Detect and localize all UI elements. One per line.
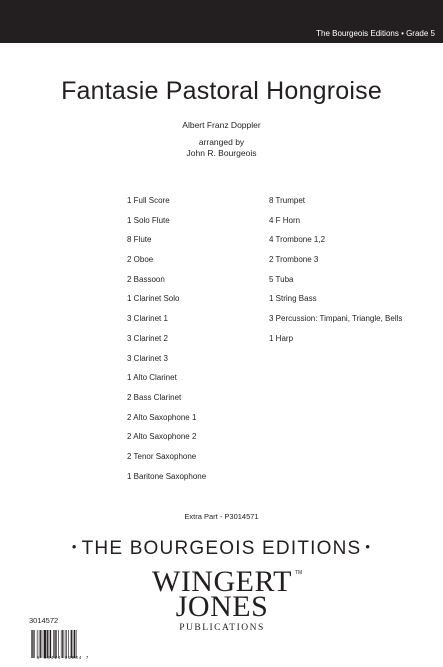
part-item: 8 Trumpet bbox=[269, 196, 306, 205]
header-bar bbox=[0, 0, 443, 43]
part-item: 4 Trombone 1,2 bbox=[269, 235, 326, 245]
part-item: 3 Clarinet 1 bbox=[127, 314, 168, 324]
part-item: 1 String Bass bbox=[269, 294, 317, 304]
part-item: 2 Trombone 3 bbox=[269, 255, 319, 265]
bullet-icon: • bbox=[365, 539, 372, 555]
bullet-icon: • bbox=[71, 539, 78, 555]
piece-title: Fantasie Pastoral Hongroise bbox=[61, 77, 382, 105]
part-item: 1 Solo Flute bbox=[127, 215, 170, 225]
part-item: 2 Bass Clarinet bbox=[127, 392, 182, 402]
part-item: 4 F Horn bbox=[269, 215, 301, 225]
publisher-banner-text: THE BOURGEOIS EDITIONS bbox=[81, 538, 362, 559]
part-item: 5 Tuba bbox=[269, 274, 294, 284]
publisher-banner bbox=[0, 538, 443, 560]
part-item: 2 Oboe bbox=[127, 255, 154, 265]
part-item: 1 Alto Clarinet bbox=[127, 373, 177, 383]
arranged-by-label: arranged by bbox=[198, 137, 245, 147]
extra-part-note: Extra Part - P3014571 bbox=[184, 512, 259, 521]
trademark-mark: TM bbox=[295, 570, 303, 576]
part-item: 3 Clarinet 3 bbox=[127, 353, 168, 363]
part-item: 1 Harp bbox=[269, 333, 294, 343]
part-item: 2 Alto Saxophone 2 bbox=[127, 432, 197, 442]
part-item: 2 Bassoon bbox=[127, 274, 165, 284]
instrumentation-list-left bbox=[127, 196, 206, 491]
part-item: 8 Flute bbox=[127, 235, 152, 245]
product-code: 3014572 bbox=[29, 616, 59, 625]
part-item: 1 Baritone Saxophone bbox=[127, 471, 207, 481]
series-label: The Bourgeois Editions • Grade 5 bbox=[316, 29, 435, 38]
arranger-credit: John R. Bourgeois bbox=[186, 148, 257, 158]
part-item: 3 Clarinet 2 bbox=[127, 333, 168, 343]
part-item: 2 Tenor Saxophone bbox=[127, 451, 197, 461]
instrumentation-list-right bbox=[269, 196, 402, 354]
part-item: 3 Percussion: Timpani, Triangle, Bells bbox=[269, 314, 403, 324]
part-item: 2 Alto Saxophone 1 bbox=[127, 412, 197, 422]
barcode-number: 8 03424 02004 7 bbox=[36, 656, 90, 661]
part-item: 1 Full Score bbox=[127, 196, 170, 205]
logo-publications-text: PUBLICATIONS bbox=[179, 623, 265, 633]
logo-jones-text: JONES bbox=[175, 590, 269, 623]
wingert-jones-logo bbox=[137, 566, 307, 638]
part-item: 1 Clarinet Solo bbox=[127, 294, 180, 304]
composer-credit: Albert Franz Doppler bbox=[182, 120, 261, 130]
logo-wingert-text: WINGERT bbox=[152, 565, 292, 598]
